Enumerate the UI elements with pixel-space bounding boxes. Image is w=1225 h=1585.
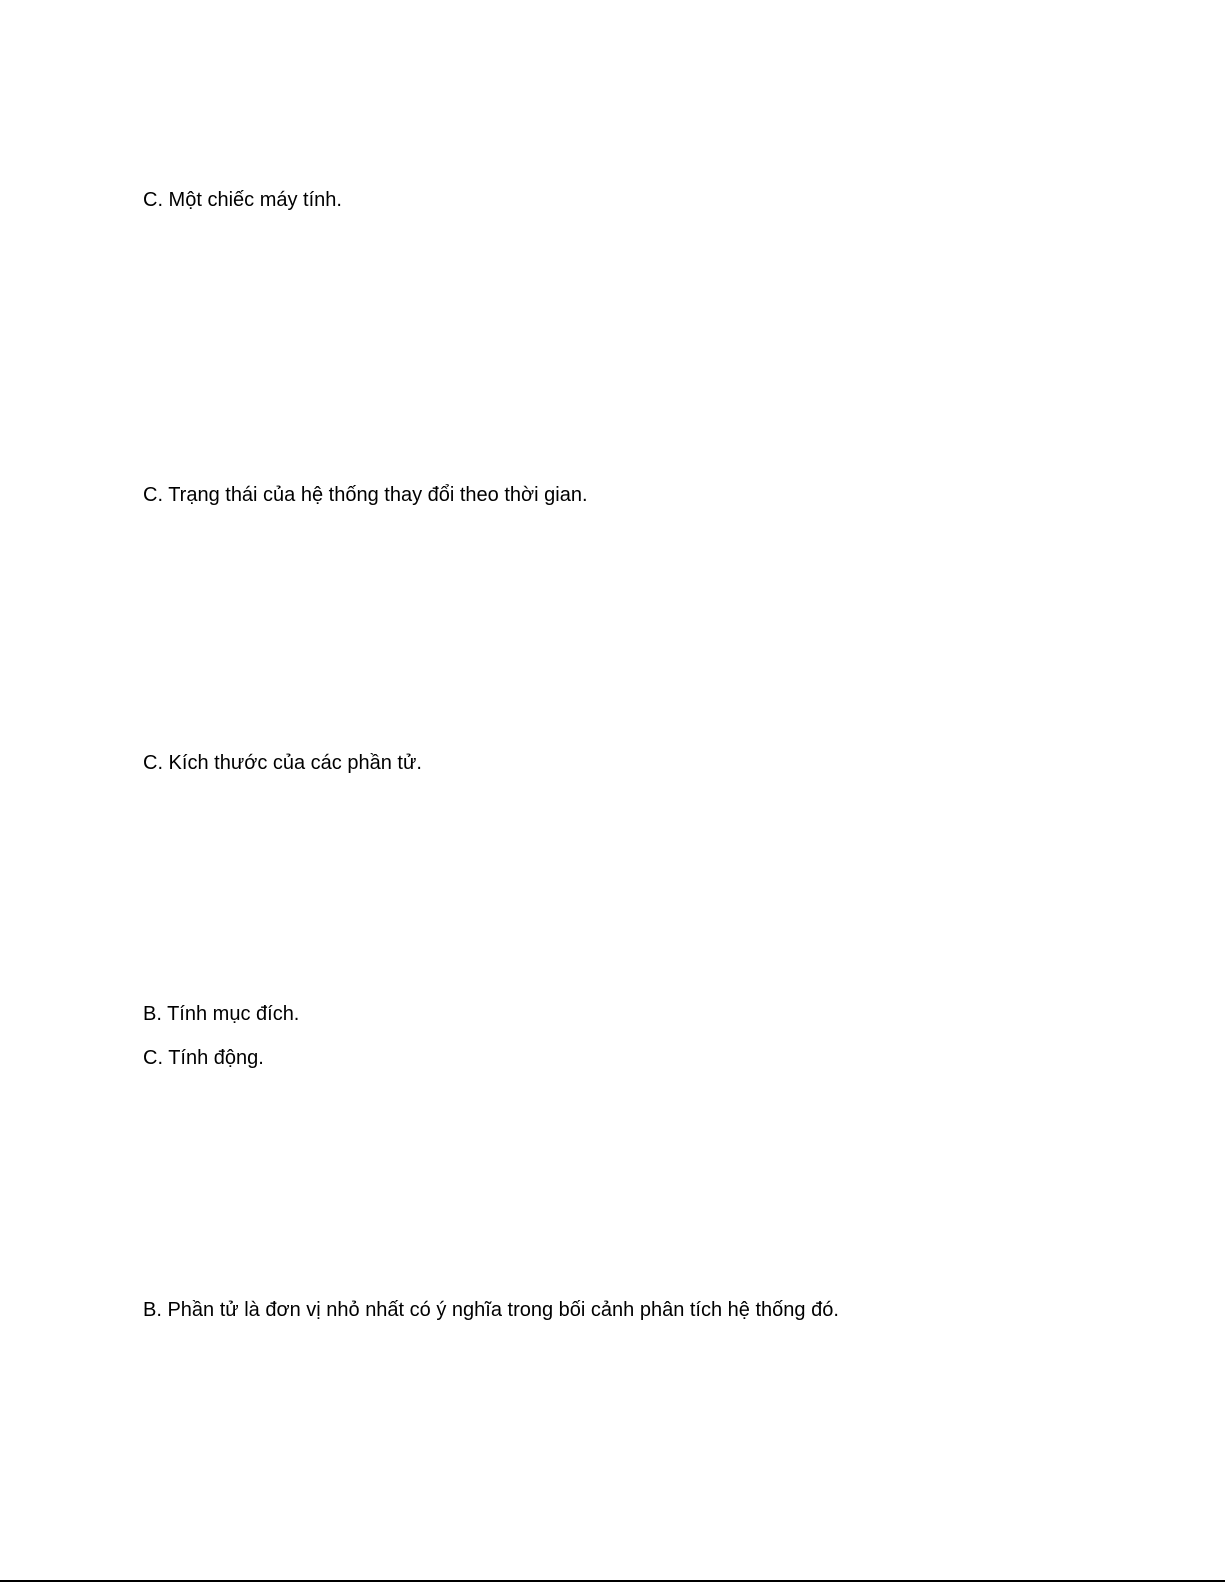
answer-option-line: B. Tính mục đích. (143, 1003, 300, 1025)
answer-option-line: C. Một chiếc máy tính. (143, 189, 342, 211)
answer-option-line: C. Tính động. (143, 1047, 264, 1069)
answer-option-line: B. Phần tử là đơn vị nhỏ nhất có ý nghĩa trong bối cảnh phân tích hệ thống đó. (143, 1299, 839, 1321)
answer-option-line: C. Trạng thái của hệ thống thay đổi theo thời gian. (143, 484, 588, 506)
answer-option-line: C. Kích thước của các phần tử. (143, 752, 422, 774)
page-bottom-rule (0, 1580, 1225, 1582)
